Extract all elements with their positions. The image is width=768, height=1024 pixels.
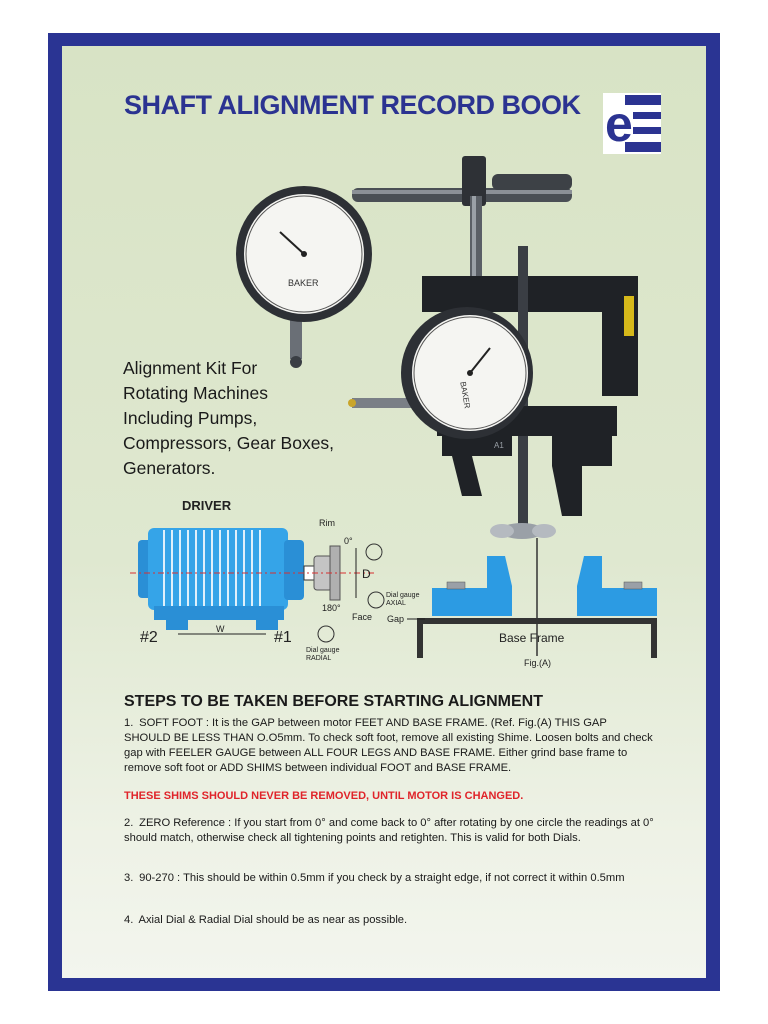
kit-line: Generators.: [123, 458, 216, 478]
step-number: 1.: [124, 717, 134, 729]
angle-0-label: 0°: [344, 536, 353, 546]
step-item: [124, 913, 654, 928]
figure-caption: Fig.(A): [524, 658, 551, 668]
axial-gauge-sub: AXIAL: [386, 600, 406, 607]
kit-line: Alignment Kit For: [123, 358, 258, 378]
steps-heading: STEPS TO BE TAKEN BEFORE STARTING ALIGNMENT: [124, 693, 543, 710]
kit-line: Including Pumps,: [123, 408, 258, 428]
step-number: 2.: [124, 817, 134, 829]
radial-gauge-label: Dial gauge: [306, 647, 340, 654]
dial-brand: BAKER: [288, 278, 319, 288]
page-title: SHAFT ALIGNMENT RECORD BOOK: [124, 90, 581, 120]
w-label: W: [216, 624, 225, 634]
driver-diagram: [124, 498, 420, 688]
foot-1-label: #1: [274, 629, 292, 646]
driver-title: DRIVER: [182, 498, 232, 513]
step-text: SOFT FOOT : It is the GAP between motor FEET AND BASE FRAME. (Ref. Fig.(A) THIS GAP SHOULD BE LESS THAN O.O5mm. To check soft foot, remove all existing Shime. Loosen bolts and check gap with FEELER GAUGE between ALL FOUR LEGS AND BASE FRAME. Either grind base frame to remove soft foot or ADD SHIMS between individual FOOT and BASE FRAME.: [124, 717, 653, 774]
step-text: Axial Dial & Radial Dial should be as near as possible.: [138, 914, 408, 926]
logo-letter: e: [605, 96, 633, 152]
radial-gauge-sub: RADIAL: [306, 655, 332, 662]
base-frame-diagram: [387, 536, 672, 686]
photo-mark: A1: [494, 441, 504, 450]
step-number: 3.: [124, 872, 134, 884]
kit-description: [123, 356, 363, 481]
warning-text: THESE SHIMS SHOULD NEVER BE REMOVED, UNTIL MOTOR IS CHANGED.: [124, 790, 524, 802]
step-item: [124, 816, 654, 846]
dial-brand: BAKER: [458, 380, 472, 410]
step-text: 90-270 : This should be within 0.5mm if you check by a straight edge, if not correct it within 0.5mm: [139, 872, 625, 884]
step-item: [124, 871, 654, 886]
step-item: [124, 716, 654, 776]
kit-line: Rotating Machines: [123, 383, 268, 403]
rim-label: Rim: [319, 518, 335, 528]
base-frame-label: Base Frame: [499, 631, 565, 645]
gap-label: Gap: [387, 614, 405, 624]
foot-2-label: #2: [140, 629, 158, 646]
step-text: ZERO Reference : If you start from 0° and come back to 0° after rotating by one circle the readings at 0° should match, otherwise check all tightening points and retighten. This is valid for both Dials.: [124, 817, 654, 844]
diameter-label: D: [362, 567, 371, 581]
step-number: 4.: [124, 914, 134, 926]
page-panel: [62, 46, 706, 978]
kit-line: Compressors, Gear Boxes,: [123, 433, 335, 453]
face-label: Face: [352, 612, 373, 622]
angle-180-label: 180°: [322, 603, 341, 613]
axial-gauge-label: Dial gauge: [386, 592, 420, 599]
